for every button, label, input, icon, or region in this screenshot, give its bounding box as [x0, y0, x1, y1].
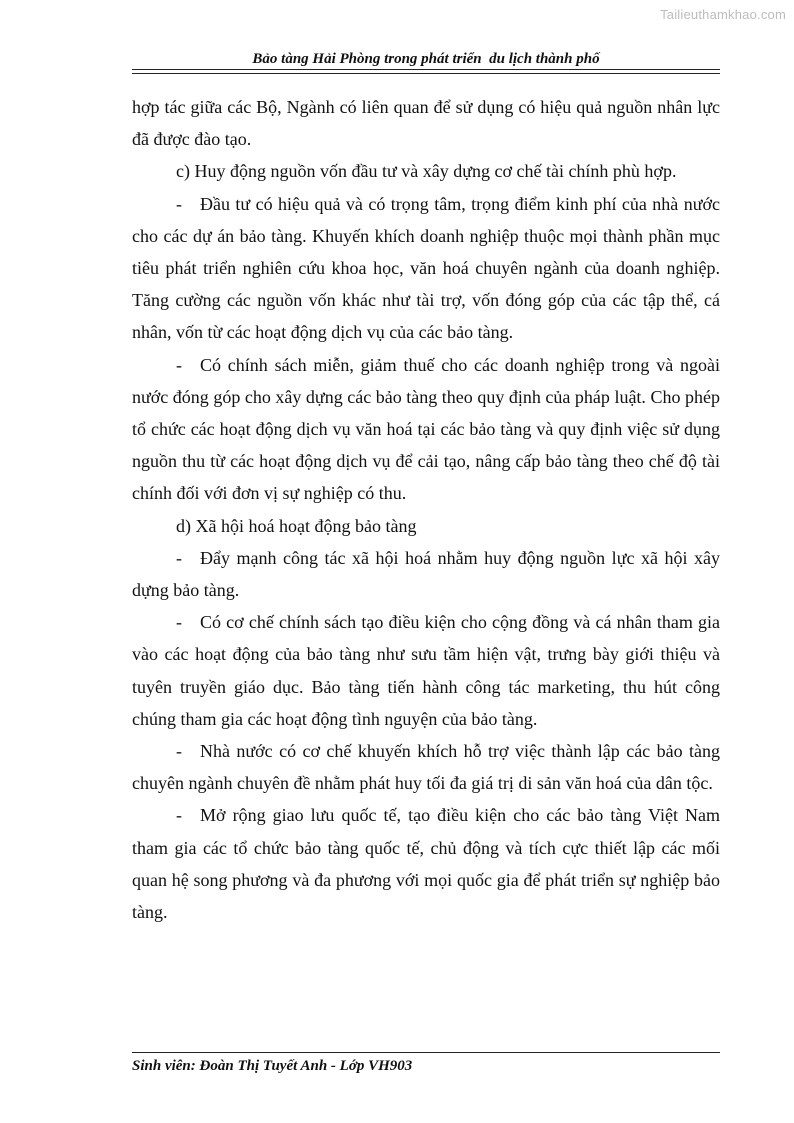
bullet-text: Đầu tư có hiệu quả và có trọng tâm, trọng điểm kinh phí của nhà nước cho các dự án bảo tàng. Khuyến khích doanh nghiệp thuộc mọi thành phần mục tiêu phát triển nghiên cứu khoa học, văn hoá chuyên ngành của doanh nghiệp. Tăng cường các nguồn vốn khác như tài trợ, vốn đóng góp của các tập thể, cá nhân, vốn từ các hoạt động dịch vụ của các bảo tàng.	[132, 193, 720, 343]
page-footer: Sinh viên: Đoàn Thị Tuyết Anh - Lớp VH903	[132, 1058, 413, 1074]
bullet-text: Đẩy mạnh công tác xã hội hoá nhằm huy động nguồn lực xã hội xây dựng bảo tàng.	[132, 547, 720, 601]
section-d-heading: d) Xã hội hoá hoạt động bảo tàng	[176, 515, 417, 536]
bullet-paragraph	[132, 542, 720, 606]
footer-divider	[132, 1052, 720, 1053]
bullet-paragraph	[132, 735, 720, 799]
bullet-paragraph	[132, 606, 720, 735]
bullet-dash: -	[176, 741, 182, 762]
section-c-heading: c) Huy động nguồn vốn đầu tư và xây dựng cơ chế tài chính phù hợp.	[176, 161, 677, 182]
header-divider	[132, 69, 720, 74]
bullet-text: Mở rộng giao lưu quốc tế, tạo điều kiện cho các bảo tàng Việt Nam tham gia các tổ chức bảo tàng quốc tế, chủ động và tích cực thiết lập các mối quan hệ song phương và đa phương với mọi quốc gia để phát triển sự nghiệp bảo tàng.	[132, 805, 720, 923]
bullet-dash: -	[176, 547, 182, 568]
document-body	[132, 91, 720, 928]
paragraph-continuation: hợp tác giữa các Bộ, Ngành có liên quan để sử dụng có hiệu quả nguồn nhân lực đã được đào tạo.	[132, 97, 720, 150]
bullet-dash: -	[176, 612, 182, 633]
bullet-text: Nhà nước có cơ chế khuyến khích hỗ trợ việc thành lập các bảo tàng chuyên ngành chuyên đề nhằm phát huy tối đa giá trị di sản văn hoá của dân tộc.	[132, 741, 720, 794]
bullet-dash: -	[176, 354, 182, 375]
bullet-paragraph	[132, 188, 720, 349]
watermark: Tailieuthamkhao.com	[660, 7, 786, 22]
page-header-title: Bảo tàng Hải Phòng trong phát triển du lịch thành phố	[252, 51, 600, 67]
bullet-dash: -	[176, 193, 182, 214]
bullet-text: Có cơ chế chính sách tạo điều kiện cho cộng đồng và cá nhân tham gia vào các hoạt động của bảo tàng như sưu tầm hiện vật, trưng bày giới thiệu và tuyên truyền giáo dục. Bảo tàng tiến hành công tác marketing, thu hút công chúng tham gia các hoạt động tình nguyện của bảo tàng.	[132, 612, 720, 729]
bullet-dash: -	[176, 805, 182, 826]
bullet-paragraph	[132, 799, 720, 928]
bullet-text: Có chính sách miễn, giảm thuế cho các doanh nghiệp trong và ngoài nước đóng góp cho xây dựng các bảo tàng theo quy định của pháp luật. Cho phép tổ chức các hoạt động dịch vụ văn hoá tại các bảo tàng và quy định việc sử dụng nguồn thu từ các hoạt động dịch vụ để cải tạo, nâng cấp bảo tàng theo chế độ tài chính đối với đơn vị sự nghiệp có thu.	[132, 354, 720, 504]
bullet-paragraph	[132, 349, 720, 510]
